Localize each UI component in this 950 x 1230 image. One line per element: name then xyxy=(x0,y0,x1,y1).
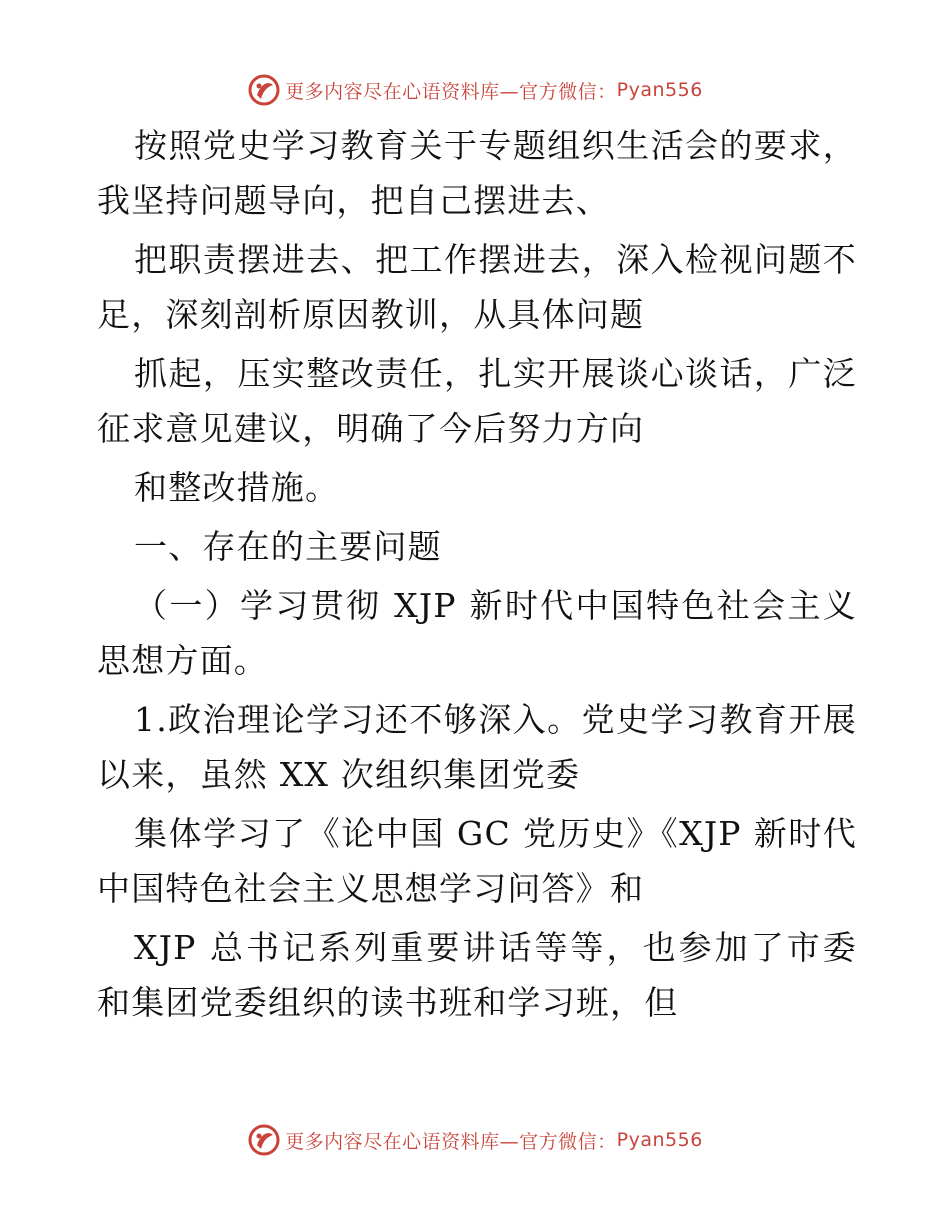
footer-watermark xyxy=(0,1120,950,1160)
section-heading: 一、存在的主要问题 xyxy=(134,527,442,566)
footer-wechat-id: Pyan556 xyxy=(616,1129,703,1151)
header-wechat-id: Pyan556 xyxy=(616,79,703,101)
paragraph-8: 集体学习了《论中国 GC 党历史》《XJP 新时代中国特色社会主义思想学习问答》和 xyxy=(97,814,857,908)
header-banner-text: 更多内容尽在心语资料库—官方微信： xyxy=(285,80,617,103)
header-watermark xyxy=(0,70,950,110)
subsection-heading: （一）学习贯彻 XJP 新时代中国特色社会主义思想方面。 xyxy=(97,586,857,680)
document-body xyxy=(97,118,857,1034)
paragraph-7: 1.政治理论学习还不够深入。党史学习教育开展以来，虽然 XX 次组织集团党委 xyxy=(97,700,857,794)
paragraph-4: 和整改措施。 xyxy=(134,468,340,507)
paragraph-9: XJP 总书记系列重要讲话等等，也参加了市委和集团党委组织的读书班和学习班，但 xyxy=(97,928,857,1022)
logo-icon xyxy=(247,1123,281,1157)
footer-banner-text: 更多内容尽在心语资料库—官方微信： xyxy=(285,1130,617,1153)
paragraph-2: 把职责摆进去、把工作摆进去，深入检视问题不足，深刻剖析原因教训，从具体问题 xyxy=(97,240,857,334)
paragraph-1: 按照党史学习教育关于专题组织生活会的要求，我坚持问题导向，把自己摆进去、 xyxy=(97,126,857,220)
logo-icon xyxy=(247,73,281,107)
paragraph-3: 抓起，压实整改责任，扎实开展谈心谈话，广泛征求意见建议，明确了今后努力方向 xyxy=(97,354,857,448)
